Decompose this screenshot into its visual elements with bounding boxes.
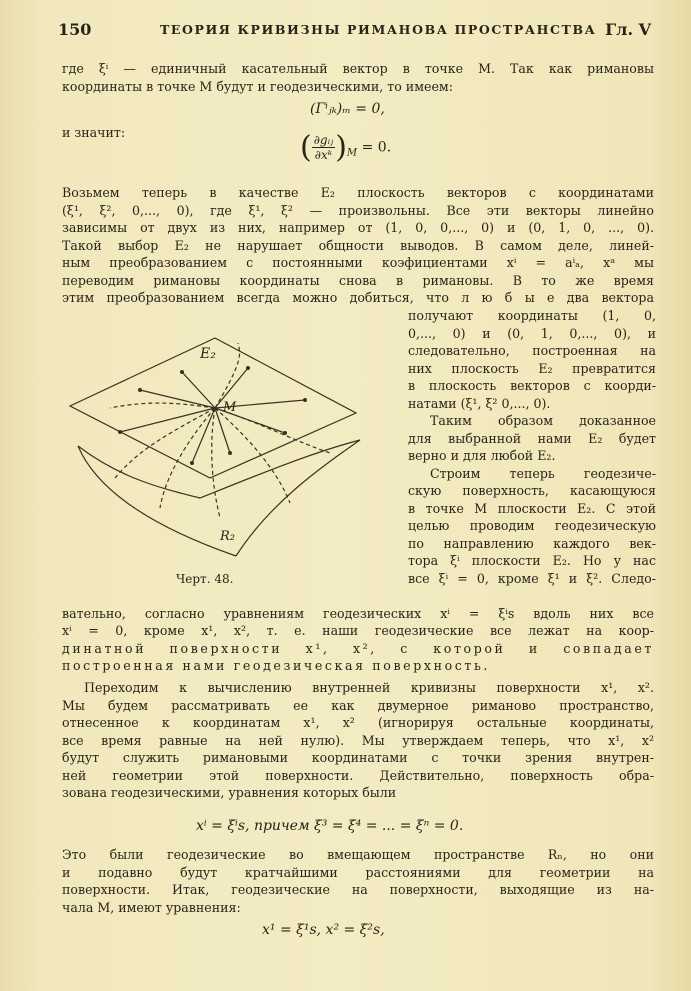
running-header xyxy=(58,20,651,44)
text-line: xⁱ = 0, кроме x¹, x², т. е. наши геодезические все лежат на коор- xyxy=(62,623,654,638)
label-r2: R₂ xyxy=(220,529,235,544)
text-line: получают координаты (1, 0, xyxy=(408,308,656,323)
text-line: где ξⁱ — единичный касательный вектор в точке M. Так как римановы xyxy=(62,61,654,76)
text-line: координаты в точке M будут и геодезическими, то имеем: xyxy=(62,78,453,94)
arrowhead xyxy=(138,388,142,392)
and-thus-label: и значит: xyxy=(62,125,126,140)
geodesic-curve xyxy=(212,408,220,518)
text-line: отнесенное к координатам x¹, x² (игнорируя остальные координаты, xyxy=(62,715,654,730)
formula-geodesics: xⁱ = ξⁱs, причем ξ³ = ξ⁴ = ... = ξⁿ = 0. xyxy=(196,818,464,834)
text-line: Возьмем теперь в качестве E₂ плоскость векторов с координатами xyxy=(62,185,654,200)
text-line: них плоскость E₂ превратится xyxy=(408,360,656,376)
text-line: поверхности. Итак, геодезические на поверхности, выходящие из на- xyxy=(62,882,654,897)
arrowhead xyxy=(180,370,184,374)
text-line: скую поверхность, касающуюся xyxy=(408,483,656,498)
label-m: M xyxy=(223,400,237,415)
vector-arrow xyxy=(140,390,215,408)
text-line: Такой выбор E₂ не нарушает общности выводов. В самом деле, линей- xyxy=(62,237,654,253)
arrowhead xyxy=(303,398,307,402)
running-title: ТЕОРИЯ КРИВИЗНЫ РИМАНОВА ПРОСТРАНСТВА xyxy=(160,22,597,37)
surface-right-edge xyxy=(236,440,360,556)
surface-front-edge xyxy=(78,440,360,498)
text-line: целью проводим геодезическую xyxy=(408,518,656,533)
text-line: переводим римановы координаты снова в римановы. В то же время xyxy=(62,272,654,288)
paragraph-2 xyxy=(62,184,654,307)
text-line: натами (ξ¹, ξ² 0,..., 0). xyxy=(408,395,551,411)
text-line: зависимы от двух из них, например от (1, 0, 0,..., 0) и (0, 1, 0, ..., 0). xyxy=(62,220,654,235)
vector-arrow xyxy=(120,408,215,432)
formula-metric-derivative: ( $\frac{\text{∂gᵢⱼ}}{\text{∂xᵏ}}$ )$_M = 0$. xyxy=(300,130,392,165)
text-line: чала M, имеют уравнения: xyxy=(62,899,241,915)
arrowhead xyxy=(190,461,194,465)
fraction: $\frac{\text{∂gᵢⱼ}}{\text{∂xᵏ}}$ xyxy=(313,133,334,162)
geodesic-curve xyxy=(215,408,290,503)
text-line: по направлению каждого век- xyxy=(408,535,656,551)
text-line: в точке M плоскости E₂. С этой xyxy=(408,500,656,516)
paragraph-5 xyxy=(62,846,654,916)
paragraph-3 xyxy=(62,587,654,675)
text-line: все ξⁱ = 0, кроме ξ¹ и ξ². Следо- xyxy=(408,570,656,586)
text-line: Мы будем рассматривать ее как двумерное риманово пространство, xyxy=(62,697,654,713)
text-line: Таким образом доказанное xyxy=(430,413,656,428)
text-line: тора ξⁱ плоскости E₂. Но у нас xyxy=(408,553,656,568)
text-line: для выбранной нами E₂ будет xyxy=(408,430,656,446)
text-line: ным преобразованием с постоянными коэфициентами xⁱ = aⁱₐ, xᵃ мы xyxy=(62,255,654,270)
text-line: будут служить римановыми координатами с точки зрения внутрен- xyxy=(62,750,654,765)
geodesic-curve xyxy=(215,343,240,408)
text-line: Это были геодезические во вмещающем пространстве Rₙ, но они xyxy=(62,847,654,862)
text-line: следовательно, построенная на xyxy=(408,343,656,358)
figure-48 xyxy=(60,328,400,568)
vector-arrow xyxy=(192,408,215,463)
text-line: этим преобразованием всегда можно добиться, что л ю б ы е два вектора xyxy=(62,290,654,305)
formula-christoffel: (Γⁱⱼₖ)ₘ = 0, xyxy=(310,101,385,117)
surface-drawing xyxy=(70,338,360,556)
figure-caption: Черт. 48. xyxy=(176,572,234,586)
text-line: ней геометрии этой поверхности. Действительно, поверхность обра- xyxy=(62,767,654,783)
text-line: верно и для любой E₂. xyxy=(408,448,556,463)
text-line: Переходим к вычислению внутренней кривизны поверхности x¹, x². xyxy=(84,680,654,695)
arrowhead xyxy=(246,366,250,370)
text-line: все время равные на ней нулю). Мы утверждаем теперь, что x¹, x² xyxy=(62,732,654,748)
text-line: (ξ¹, ξ², 0,..., 0), где ξ¹, ξ² — произвольны. Все эти векторы линейно xyxy=(62,202,654,218)
text-line: зована геодезическими, уравнения которых были xyxy=(62,785,397,800)
paragraph-4 xyxy=(62,679,654,802)
formula-surface-geodesics: x¹ = ξ¹s, x² = ξ²s, xyxy=(262,922,385,938)
vector-arrow xyxy=(182,372,215,408)
arrowhead xyxy=(118,430,122,434)
arrowhead xyxy=(228,451,232,455)
page-number: 150 xyxy=(58,20,92,39)
text-line: динатной поверхности x¹, x², с которой и совпадает xyxy=(62,640,654,656)
text-line: вательно, согласно уравнениям геодезических xⁱ = ξⁱs вдоль них все xyxy=(62,605,654,621)
text-line: построенная нами геодезическая поверхность. xyxy=(62,658,491,673)
text-line: Строим теперь геодезиче- xyxy=(430,465,656,481)
text-line: в плоскость векторов с коорди- xyxy=(408,378,656,393)
chapter-label: Гл. V xyxy=(605,20,651,39)
arrowhead xyxy=(283,431,287,435)
label-e2: E₂ xyxy=(200,346,216,362)
wrapped-column xyxy=(408,307,656,587)
paragraph-1 xyxy=(62,60,654,95)
text-line: и подавно будут кратчайшими расстояниями для геометрии на xyxy=(62,864,654,880)
text-line: 0,..., 0) и (0, 1, 0,..., 0), и xyxy=(408,325,656,341)
